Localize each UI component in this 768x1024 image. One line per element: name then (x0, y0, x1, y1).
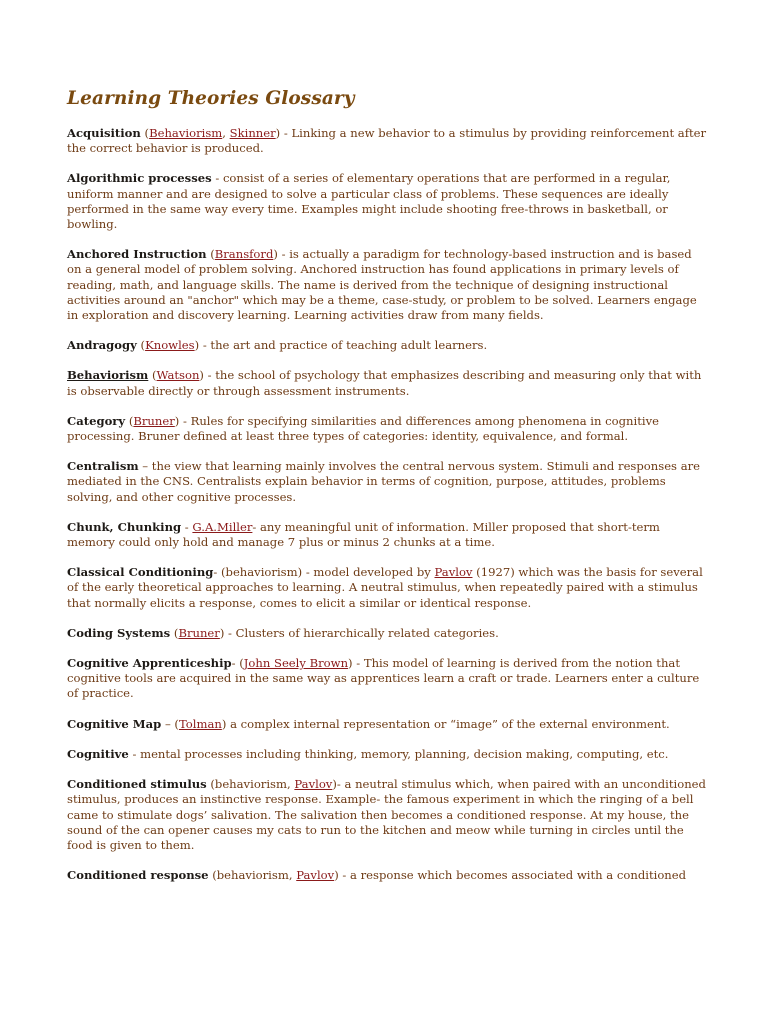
definition-text: - consist of a series of elementary operations that are performed in a regular, uniform manner and are designed to solve a particular class of problems. These sequences are ideally performed in the same way every time. Examples might include shooting free-throws in basketball, or bowling. (67, 171, 671, 232)
glossary-entry (67, 368, 707, 398)
definition-text: (behaviorism, (206, 777, 295, 792)
definition-text: ( (148, 368, 157, 383)
glossary-term: Acquisition (67, 126, 141, 140)
glossary-term: Conditioned stimulus (67, 777, 207, 792)
glossary-term: Cognitive (67, 746, 129, 761)
glossary-entry (67, 717, 707, 732)
definition-text: - ( (231, 656, 244, 671)
glossary-term: Coding Systems (67, 625, 171, 640)
definition-text: ) - is actually a paradigm for technology-based instruction and is based on a general model of problem solving. Anchored instruction has found applications in primary levels of reading, math, and language skills. The name is derived from the technique of designing instructional activities around an "anchor" which may be a theme, case-study, or problem to be solved. Learners engage in exploration and discovery learning. Learning activities draw from many fields. (67, 247, 697, 323)
definition-text: - (181, 519, 193, 534)
glossary-entry (67, 656, 707, 702)
definition-text: (1927) which was the basis for several of the early theoretical approaches to learning. A neutral stimulus, when repeatedly paired with a stimulus that normally elicits a response, comes to elicit a similar or identical response. (67, 565, 703, 610)
glossary-term: Classical Conditioning (67, 565, 214, 580)
glossary-entry (67, 520, 707, 550)
reference-link[interactable]: Behaviorism (149, 126, 223, 140)
reference-link[interactable]: Pavlov (294, 777, 333, 792)
definition-text: , (222, 126, 230, 140)
definition-text: – ( (161, 716, 179, 731)
definition-text: ) - Rules for specifying similarities and differences among phenomena in cognitive processing. Bruner defined at least three types of categories: identity, equivalence, and formal. (67, 413, 659, 444)
glossary-entry (67, 414, 707, 444)
glossary-term: Centralism (67, 459, 139, 474)
definition-text: ( (136, 338, 146, 353)
reference-link[interactable]: G.A.Miller (192, 519, 253, 534)
definition-text: ( (125, 413, 134, 428)
reference-link[interactable]: Bransford (214, 247, 274, 262)
definition-text: ) - This model of learning is derived from the notion that cognitive tools are acquired in the same way as apprentices learn a craft or trade. Learners enter a culture of practice. (67, 656, 700, 701)
reference-link[interactable]: Watson (156, 368, 200, 383)
page-title: Learning Theories Glossary (67, 88, 355, 109)
definition-text: ) - Linking a new behavior to a stimulus by providing reinforcement after the correct behavior is produced. (67, 126, 707, 156)
definition-text: ( (170, 625, 179, 640)
glossary-term: Conditioned response (67, 868, 209, 883)
glossary-entry (67, 459, 707, 505)
reference-link[interactable]: John Seely Brown (243, 656, 349, 671)
glossary-entry (67, 565, 707, 611)
definition-text: )- a neutral stimulus which, when paired with an unconditioned stimulus, produces an instinctive response. Example- the famous experiment in which the ringing of a bell came to stimulate dogs’ salivation. The salivation then becomes a conditioned response. At my house, the sound of the can opener causes my cats to run to the kitchen and meow while turning in circles until the food is given to them. (67, 777, 706, 852)
glossary-entry (67, 868, 707, 883)
glossary-entry (67, 247, 707, 323)
definition-text: – the view that learning mainly involves the central nervous system. Stimuli and responses are mediated in the CNS. Centralists explain behavior in terms of cognition, purpose, attitudes, problems solving, and other cognitive processes. (67, 459, 701, 504)
glossary-term: Cognitive Map (67, 716, 162, 731)
definition-text: - any meaningful unit of information. Miller proposed that short-term memory could only hold and manage 7 plus or minus 2 chunks at a time. (67, 519, 660, 550)
glossary-term: Chunk, Chunking (67, 519, 182, 534)
glossary-term[interactable]: Behaviorism (67, 368, 149, 383)
glossary-entry (67, 777, 707, 853)
glossary-entry (67, 126, 707, 156)
glossary-entry (67, 747, 707, 762)
glossary-entry (67, 171, 707, 232)
reference-link[interactable]: Skinner (229, 126, 276, 140)
definition-text: - mental processes including thinking, memory, planning, decision making, computing, etc. (128, 746, 669, 761)
reference-link[interactable]: Pavlov (434, 565, 473, 580)
glossary-term: Anchored Instruction (67, 247, 207, 262)
reference-link[interactable]: Pavlov (296, 868, 335, 883)
reference-link[interactable]: Knowles (145, 338, 195, 353)
definition-text: ) - the art and practice of teaching adult learners. (194, 338, 488, 353)
reference-link[interactable]: Bruner (133, 413, 175, 428)
definition-text: - (behaviorism) - model developed by (213, 565, 435, 580)
definition-text: ) - a response which becomes associated with a conditioned (334, 868, 687, 883)
definition-text: ) - Clusters of hierarchically related categories. (219, 625, 499, 640)
definition-text: ( (206, 247, 215, 262)
glossary-entry (67, 338, 707, 353)
definition-text: ) a complex internal representation or “image” of the external environment. (221, 716, 670, 731)
reference-link[interactable]: Bruner (178, 625, 220, 640)
glossary-term: Category (67, 413, 126, 428)
glossary-page (67, 88, 707, 898)
glossary-term: Algorithmic processes (67, 171, 212, 186)
glossary-entries (67, 126, 707, 883)
reference-link[interactable]: Tolman (178, 716, 222, 731)
glossary-term: Cognitive Apprenticeship (67, 656, 232, 671)
definition-text: ( (140, 126, 150, 140)
definition-text: (behaviorism, (208, 868, 297, 883)
definition-text: ) - the school of psychology that emphasizes describing and measuring only that with is observable directly or through assessment instruments. (67, 368, 702, 398)
glossary-term: Andragogy (67, 338, 137, 353)
glossary-entry (67, 626, 707, 641)
